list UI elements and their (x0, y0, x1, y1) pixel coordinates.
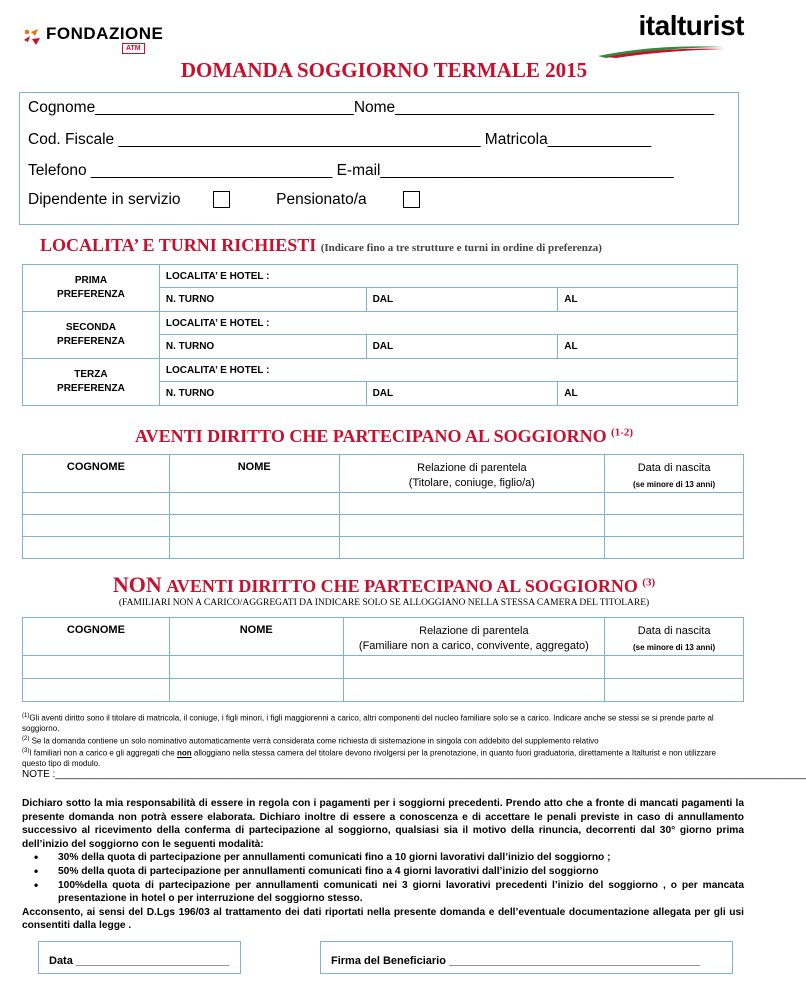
table-header-row (23, 455, 744, 493)
pref-label: PRIMA PREFERENZA (23, 265, 160, 312)
table-row[interactable] (23, 537, 744, 559)
footnotes (22, 711, 742, 769)
dal-cell[interactable]: DAL (366, 382, 558, 406)
non-aventi-subtitle: (FAMILIARI NON A CARICO/AGGREGATI DA INDICARE SOLO SE ALLOGGIANO NELLA STESSA CAMERA DEL TITOLARE) (118, 598, 650, 608)
preferences-table (22, 264, 738, 406)
turno-cell[interactable]: N. TURNO (159, 288, 366, 312)
col-data: Data di nascita (se minore di 13 anni) (605, 455, 744, 493)
table-row[interactable] (23, 679, 744, 702)
non-aventi-header (0, 572, 768, 598)
localita-title: LOCALITA’ E TURNI RICHIESTI (40, 235, 317, 255)
footnote-3: $^{(3)}$I familiari non a carico e gli aggregati che non alloggiano nella stessa camera del titolare devono rivolgersi per la prenotazione, in quanto fuori graduatoria, direttamente a Italturist e non utilizzare questo tipo di modulo. (22, 748, 716, 768)
cognome-nome-line[interactable]: Cognome______________________________Nome_____________________________________ (28, 99, 715, 116)
dipendente-label: Dipendente in servizio (28, 191, 181, 208)
col-nome: NOME (169, 455, 339, 493)
note-line[interactable]: NOTE :_______________________________________________________________________________________________________________________________________ (22, 769, 806, 780)
table-header-row (23, 618, 744, 656)
al-cell[interactable]: AL (558, 335, 738, 359)
codfiscale-matricola-line[interactable]: Cod. Fiscale __________________________________________ Matricola____________ (28, 131, 652, 148)
italturist-logo-text: italturist (638, 10, 744, 41)
aventi-sup: (1-2) (611, 426, 634, 439)
fondazione-logo-mark (22, 26, 44, 48)
telefono-email-line[interactable]: Telefono ____________________________ E-mail__________________________________ (28, 162, 674, 179)
turno-cell[interactable]: N. TURNO (159, 335, 366, 359)
declaration-intro: Dichiaro sotto la mia responsabilità di essere in regola con i pagamenti per i soggiorni precedenti. Prendo atto che a fronte di mancati pagamenti la presente domanda non potrà essere elaborata. Dichiaro inoltre di essere a conoscenza e di accettare le penali previste in caso di annullamento successivo al ricevimento della conferma di partecipazione al soggiorno, qualsiasi sia il motivo della rinuncia, decorrenti dal 30° giorno prima dell’inizio del soggiorno con le seguenti modalità: (22, 798, 744, 850)
date-field[interactable]: Data _________________________ (49, 955, 229, 967)
non-aventi-table (22, 617, 744, 702)
non-aventi-sup: (3) (642, 576, 656, 589)
status-line (28, 191, 420, 209)
table-row[interactable] (23, 515, 744, 537)
fondazione-logo-text: FONDAZIONE (46, 24, 164, 43)
col-nome: NOME (169, 618, 343, 656)
localita-subtitle: (Indicare fino a tre strutture e turni in ordine di preferenza) (320, 242, 602, 254)
al-cell[interactable]: AL (558, 288, 738, 312)
col-cognome: COGNOME (23, 618, 170, 656)
penalty-item: • 30% della quota di partecipazione per annullamenti comunicati fino a 10 giorni lavorativi dall’inizio del soggiorno ; (22, 851, 744, 865)
non-aventi-title: AVENTI DIRITTO CHE PARTECIPANO AL SOGGIORNO (166, 576, 638, 596)
table-row[interactable] (23, 493, 744, 515)
date-box[interactable] (38, 941, 241, 974)
fondazione-logo (22, 18, 172, 58)
pref-label: SECONDA PREFERENZA (23, 312, 160, 359)
pensionato-label: Pensionato/a (276, 191, 367, 208)
signature-box[interactable] (320, 941, 733, 974)
page-title: DOMANDA SOGGIORNO TERMALE 2015 (180, 58, 588, 82)
hotel-cell[interactable]: LOCALITA’ E HOTEL : (159, 359, 737, 382)
table-row[interactable] (23, 656, 744, 679)
fondazione-logo-sub: ATM (122, 43, 145, 54)
penalty-list (22, 851, 744, 905)
dal-cell[interactable]: DAL (366, 288, 558, 312)
al-cell[interactable]: AL (558, 382, 738, 406)
localita-header (40, 235, 602, 256)
dal-cell[interactable]: DAL (366, 335, 558, 359)
italturist-logo (584, 10, 744, 60)
col-relazione: Relazione di parentela (Titolare, coniuge, figlio/a) (339, 455, 605, 493)
dipendente-checkbox[interactable] (213, 191, 230, 208)
pensionato-checkbox[interactable] (403, 191, 420, 208)
declaration (22, 797, 744, 933)
aventi-title: AVENTI DIRITTO CHE PARTECIPANO AL SOGGIORNO (134, 426, 607, 446)
hotel-cell[interactable]: LOCALITA’ E HOTEL : (159, 265, 737, 288)
signature-field[interactable]: Firma del Beneficiario _________________________________________ (331, 955, 700, 967)
col-cognome: COGNOME (23, 455, 170, 493)
col-data: Data di nascita (se minore di 13 anni) (605, 618, 744, 656)
penalty-item: • 50% della quota di partecipazione per annullamenti comunicati fino a 4 giorni lavorativi dall’inizio del soggiorno (22, 865, 744, 879)
personal-data-box (19, 92, 739, 225)
turno-cell[interactable]: N. TURNO (159, 382, 366, 406)
pref-label: TERZA PREFERENZA (23, 359, 160, 406)
footnote-2: $^{(2)}$ Se la domanda contiene un solo nominativo automaticamente verrà considerata come richiesta di sistemazione in singola con addebito del supplemento relativo (22, 735, 599, 746)
aventi-header (0, 426, 768, 447)
hotel-cell[interactable]: LOCALITA’ E HOTEL : (159, 312, 737, 335)
non-aventi-title-non: NON (112, 572, 162, 597)
footnote-1: $^{(1)}$Gli aventi diritto sono il titolare di matricola, il coniuge, i figli minori, i figli maggiorenni a carico, altri componenti del nucleo familiare solo se a carico. Indicare anche se stessi se si prende parte al soggiorno. (22, 713, 714, 733)
declaration-consent: Acconsento, ai sensi del D.Lgs 196/03 al trattamento dei dati riportati nella presente domanda e dell’eventuale documentazione allegata per gli usi consentiti dalla legge . (22, 906, 744, 932)
penalty-item: • 100%della quota di partecipazione per annullamenti comunicati nei 3 giorni lavorativi precedenti l’inizio del soggiorno , o per mancata presentazione in hotel o per interruzione del soggiorno stesso. (22, 879, 744, 906)
italturist-swoosh (596, 44, 726, 58)
col-relazione: Relazione di parentela (Familiare non a carico, convivente, aggregato) (343, 618, 605, 656)
aventi-table (22, 454, 744, 559)
